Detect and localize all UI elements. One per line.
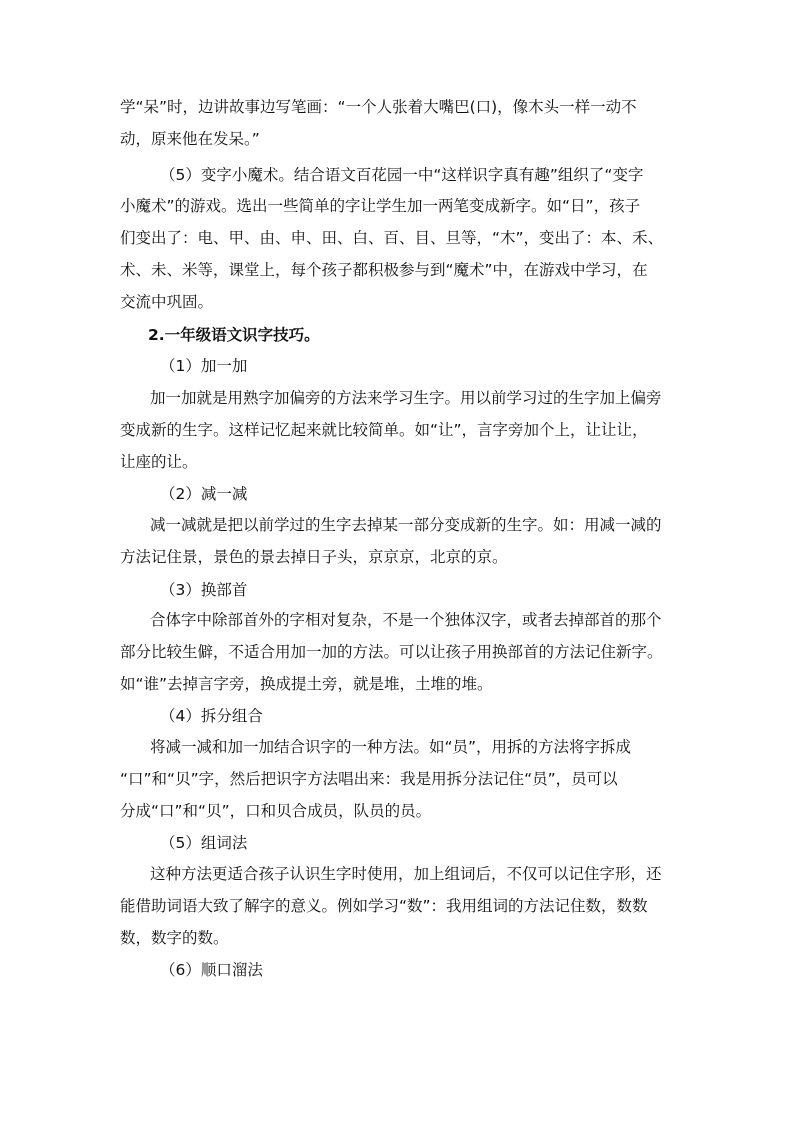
text-line: 术、未、米等，课堂上，每个孩子都积极参与到“魔术”中，在游戏中学习，在 bbox=[120, 261, 648, 279]
text-line: “口”和“贝”字，然后把识字方法唱出来：我是用拆分法记住“员”，员可以 bbox=[120, 770, 618, 788]
text-line: 能借助词语大致了解字的意义。例如学习“数”：我用组词的方法记住数，数数 bbox=[120, 897, 648, 915]
text-line: 让座的让。 bbox=[120, 453, 198, 471]
text-line: 如“谁”去掉言字旁，换成提土旁，就是堆，土堆的堆。 bbox=[120, 675, 493, 693]
subsection-heading: （5）组词法 bbox=[160, 834, 248, 852]
text-line: 方法记住景，景色的景去掉日子头，京京京，北京的京。 bbox=[120, 548, 508, 566]
text-line: 动，原来他在发呆。” bbox=[120, 130, 260, 148]
subsection-heading: （2）减一减 bbox=[160, 485, 248, 503]
text-line: 变成新的生字。这样记忆起来就比较简单。如“让”，言字旁加个上，让让让， bbox=[120, 421, 648, 439]
text-line: 小魔术”的游戏。选出一些简单的字让学生加一两笔变成新字。如“日”，孩子 bbox=[120, 197, 641, 215]
subsection-heading: （6）顺口溜法 bbox=[160, 961, 263, 979]
text-line: 加一加就是用熟字加偏旁的方法来学习生字。用以前学习过的生字加上偏旁 bbox=[150, 389, 662, 407]
text-line: 合体字中除部首外的字相对复杂，不是一个独体汉字，或者去掉部首的那个 bbox=[150, 611, 662, 629]
text-line: 减一减就是把以前学过的生字去掉某一部分变成新的生字。如：用减一减的 bbox=[150, 516, 662, 534]
text-line: 们变出了：电、甲、由、申、田、白、百、目、旦等，“木”，变出了：本、禾、 bbox=[120, 229, 664, 247]
subsection-heading: （1）加一加 bbox=[160, 357, 248, 375]
text-line: 数，数字的数。 bbox=[120, 929, 229, 947]
text-line: 这种方法更适合孩子认识生字时使用，加上组词后，不仅可以记住字形，还 bbox=[150, 865, 662, 883]
text-line: （5）变字小魔术。结合语文百花园一中“这样识字真有趣”组织了“变字 bbox=[160, 166, 644, 184]
text-line: 将减一减和加一加结合识字的一种方法。如“员”，用拆的方法将字拆成 bbox=[150, 738, 632, 756]
text-line: 交流中巩固。 bbox=[120, 293, 214, 311]
text-line: 学“呆”时，边讲故事边写笔画：“一个人张着大嘴巴(口)，像木头一样一动不 bbox=[120, 98, 637, 116]
section-heading: 2.一年级语文识字技巧。 bbox=[148, 326, 320, 344]
text-line: 分成“口”和“贝”，口和贝合成员，队员的员。 bbox=[120, 802, 432, 820]
text-line: 部分比较生僻，不适合用加一加的方法。可以让孩子用换部首的方法记住新字。 bbox=[120, 643, 663, 661]
subsection-heading: （3）换部首 bbox=[160, 581, 248, 599]
subsection-heading: （4）拆分组合 bbox=[160, 707, 263, 725]
